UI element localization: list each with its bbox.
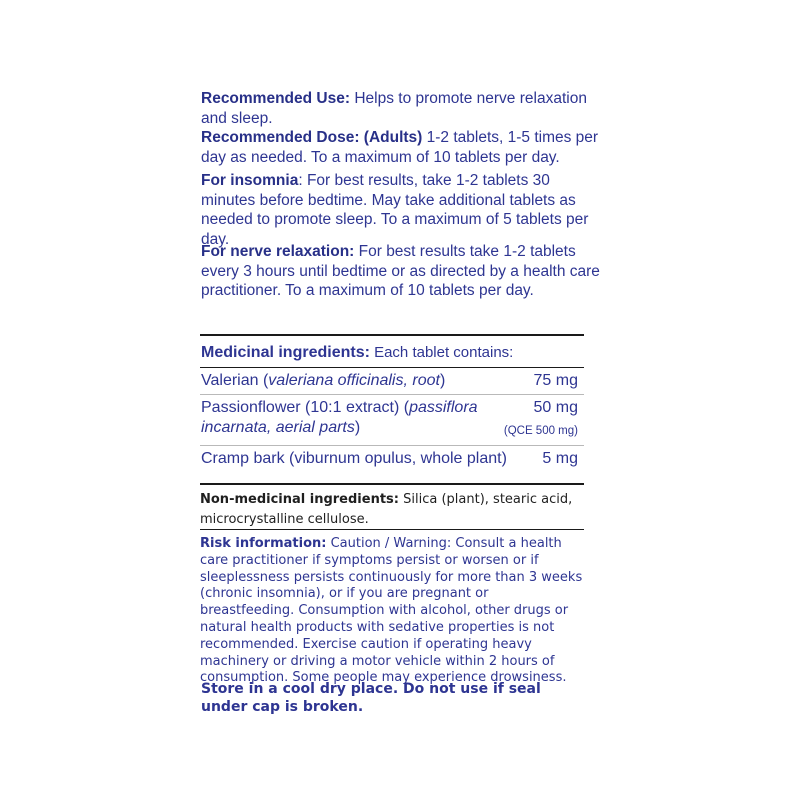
ingredient-row (200, 395, 584, 445)
recommended-use-text: Helps to promote nerve relaxation and sleep. (201, 90, 587, 127)
medicinal-ingredients-table (200, 334, 584, 475)
non-medicinal-ingredients (200, 483, 584, 529)
nerve-relaxation-text: For best results take 1-2 tablets every 3 hours until bedtime or as directed by a health care practitioner. To a maximum of 10 tablets per day. (201, 243, 600, 299)
ingredient-name (201, 371, 534, 391)
recommended-use (201, 89, 601, 128)
risk-label: Risk information: (200, 536, 327, 551)
risk-text: Caution / Warning: Consult a health care practitioner if symptoms persist or worsen or if sleeplessness persists continuously for more than 3 weeks (chronic insomnia), or if you are pregnant or breastfeeding. Consumption with alcohol, other drugs or natural health products with sedative properties is not recommended. Exercise caution if operating heavy machinery or driving a motor vehicle within 2 hours of consumption. Some people may experience drowsiness. (200, 536, 583, 686)
ingredient-equivalent: (QCE 500 mg) (503, 425, 578, 437)
medicinal-ingredients-note: Each tablet contains: (369, 344, 514, 361)
ingredient-latin-name: passiflora incarnata, aerial parts (201, 399, 478, 436)
ingredient-amount (504, 398, 584, 441)
ingredient-amount: 5 mg (542, 450, 578, 467)
ingredient-row (200, 368, 584, 394)
medicinal-ingredients-header (200, 336, 584, 367)
insomnia-directions (201, 171, 601, 249)
recommended-use-label: Recommended Use: (201, 90, 351, 107)
nerve-relaxation-directions (201, 242, 611, 301)
recommended-dose-text: 1-2 tablets, 1-5 times per day as needed. To a maximum of 10 tablets per day. (201, 129, 599, 166)
ingredient-amount: 75 mg (533, 372, 578, 389)
ingredient-common-name: Cramp bark (viburnum opulus, whole plant) (201, 450, 507, 467)
ingredient-name (201, 398, 491, 438)
non-medicinal-label: Non-medicinal ingredients: (200, 492, 399, 507)
insomnia-label: For insomnia (201, 172, 299, 189)
recommended-dose (201, 128, 601, 167)
recommended-dose-label: Recommended Dose: (Adults) (201, 129, 423, 146)
insomnia-text: : For best results, take 1-2 tablets 30 minutes before bedtime. May take additional tablets as needed to promote sleep. To a maximum of 5 tablets per day. (201, 172, 589, 248)
recommended-use-section (201, 89, 601, 167)
risk-information (200, 529, 584, 687)
ingredient-paren: ) (354, 419, 361, 436)
ingredient-common-name: Valerian ( (201, 372, 269, 389)
non-medicinal-text: Silica (plant), stearic acid, microcrystalline cellulose. (200, 492, 573, 527)
ingredient-common-name: Passionflower (10:1 extract) ( (201, 399, 410, 416)
medicinal-ingredients-label: Medicinal ingredients: (201, 344, 370, 361)
nerve-relaxation-label: For nerve relaxation: (201, 243, 355, 260)
ingredient-latin-name: valeriana officinalis, root (268, 372, 440, 389)
ingredient-paren: ) (439, 372, 446, 389)
storage-instructions: Store in a cool dry place. Do not use if seal under cap is broken. (201, 681, 541, 715)
ingredient-row (200, 446, 584, 475)
ingredient-name (201, 449, 542, 469)
ingredient-amount-value: 50 mg (533, 399, 578, 416)
